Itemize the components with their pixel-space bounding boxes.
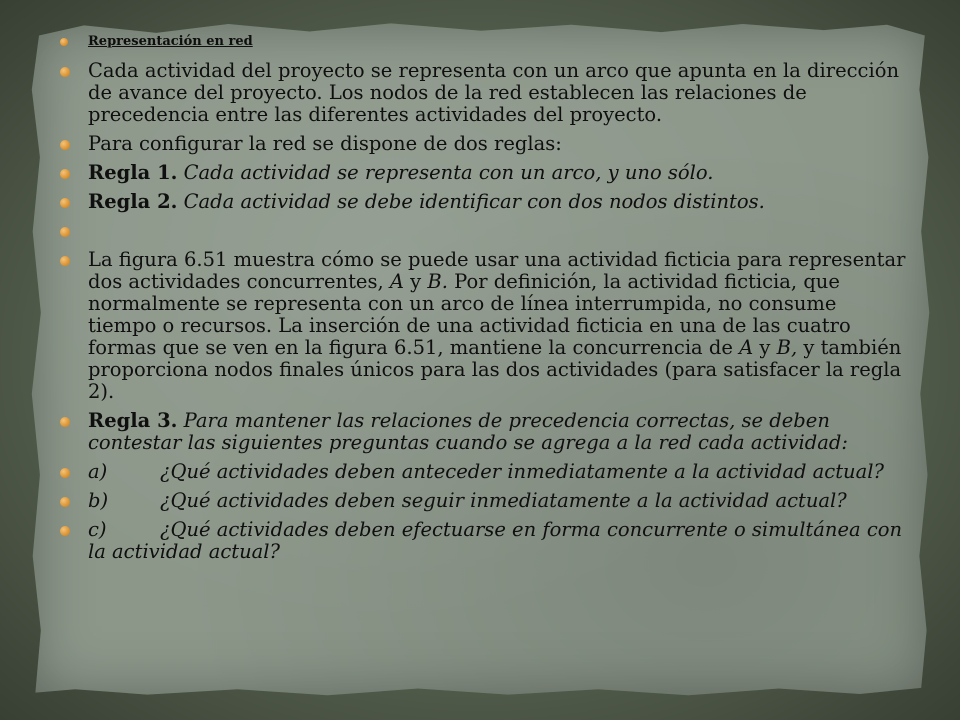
- bullet-item-rule-3: [60, 410, 910, 454]
- section-heading: Representación en red: [88, 34, 253, 49]
- activity-a: A: [389, 270, 404, 293]
- question-a-text: ¿Qué actividades deben anteceder inmediatamente a la actividad actual?: [160, 460, 884, 483]
- conjunction-y-2: y: [759, 336, 771, 359]
- question-a-letter: a): [88, 460, 108, 483]
- bullet-dot-icon: [60, 526, 70, 536]
- bullet-dot-icon: [60, 417, 70, 427]
- bullet-item-question-c: [60, 519, 910, 563]
- bullet-dot-icon: [60, 227, 70, 237]
- question-c-text: ¿Qué actividades deben efectuarse en forma concurrente o simultánea con la actividad actual?: [88, 518, 903, 563]
- bullet-dot-icon: [60, 67, 70, 77]
- bullet-dot-icon: [60, 38, 68, 46]
- bullet-item: [60, 133, 910, 155]
- paragraph-network-intro: Cada actividad del proyecto se representa con un arco que apunta en la dirección de avance del proyecto. Los nodos de la red establecen las relaciones de precedencia entre las diferentes actividades del proyecto.: [88, 59, 900, 126]
- question-b-letter: b): [88, 489, 109, 512]
- bullet-dot-icon: [60, 169, 70, 179]
- rule-2-text: Cada actividad se debe identificar con dos nodos distintos.: [183, 190, 765, 213]
- slide-content: [60, 34, 910, 570]
- bullet-item-rule-1: [60, 162, 910, 184]
- figure-text-1: La figura 6.51 muestra cómo se puede usar una actividad ficticia para representar dos actividades concurrentes,: [88, 248, 906, 293]
- bullet-dot-icon: [60, 198, 70, 208]
- conjunction-y: y: [410, 270, 422, 293]
- rule-2-label: Regla 2.: [88, 190, 178, 213]
- paragraph-rules-intro: Para configurar la red se dispone de dos reglas:: [88, 132, 562, 155]
- bullet-item-rule-2: [60, 191, 910, 213]
- bullet-item-question-b: [60, 490, 910, 512]
- figure-text-2: Por definición, la actividad ficticia, que normalmente se representa con un arco de línea interrumpida, no consume tiempo o recursos. La inserción de una actividad ficticia en una de las cuatro formas que se ven en la figura 6.51, mantiene la concurrencia de: [88, 270, 851, 359]
- activity-b-2: B,: [776, 336, 798, 359]
- question-b-text: ¿Qué actividades deben seguir inmediatamente a la actividad actual?: [160, 489, 847, 512]
- activity-a-2: A: [739, 336, 754, 359]
- activity-b: B.: [427, 270, 448, 293]
- figure-text-3: y también proporciona nodos finales únicos para las dos actividades (para satisfacer la regla 2).: [88, 336, 902, 403]
- bullet-dot-icon: [60, 468, 70, 478]
- bullet-list: [60, 34, 910, 563]
- bullet-dot-icon: [60, 497, 70, 507]
- bullet-dot-icon: [60, 256, 70, 266]
- rule-1-label: Regla 1.: [88, 161, 178, 184]
- rule-3-label: Regla 3.: [88, 409, 178, 432]
- rule-3-text: Para mantener las relaciones de precedencia correctas, se deben contestar las siguientes preguntas cuando se agrega a la red cada actividad:: [88, 409, 848, 454]
- bullet-item-figure-description: [60, 249, 910, 403]
- bullet-item: [60, 60, 910, 126]
- bullet-item-empty: [60, 220, 910, 242]
- rule-1-text: Cada actividad se representa con un arco, y uno sólo.: [183, 161, 714, 184]
- bullet-heading: [60, 34, 910, 50]
- question-c-letter: c): [88, 518, 107, 541]
- bullet-item-question-a: [60, 461, 910, 483]
- bullet-dot-icon: [60, 140, 70, 150]
